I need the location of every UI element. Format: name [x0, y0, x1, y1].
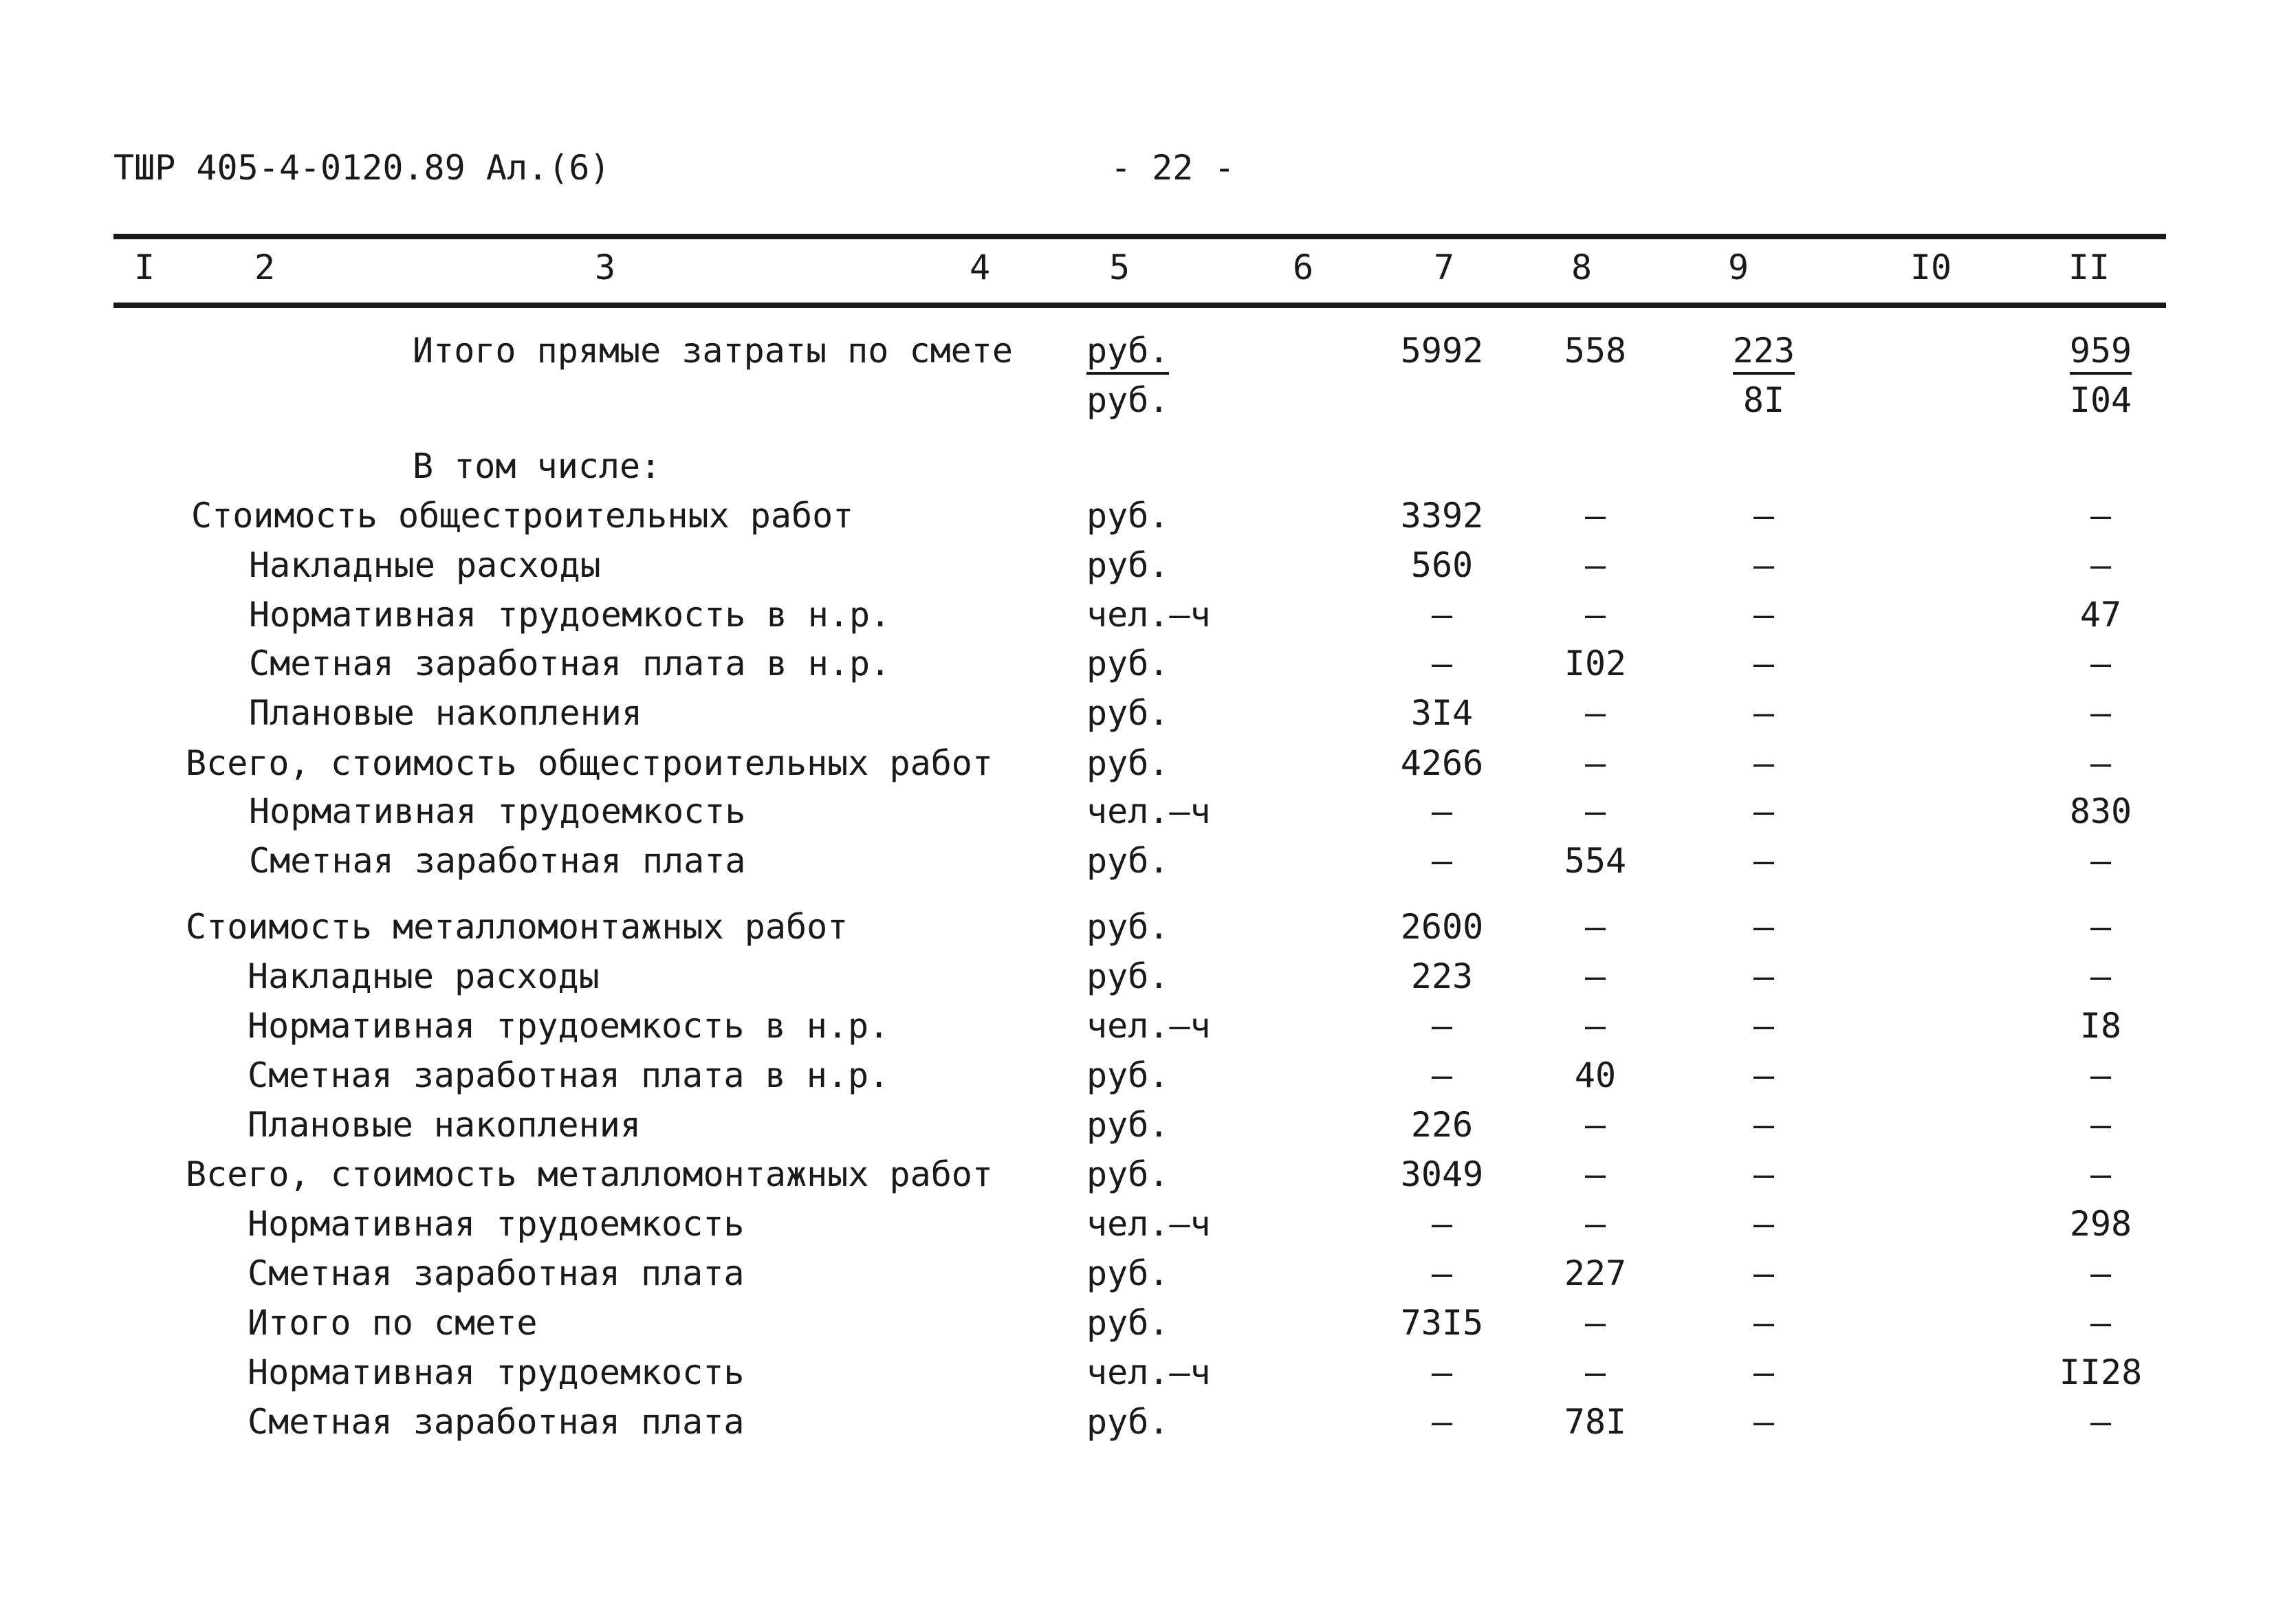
row-label: Сметная заработная плата [248, 1402, 745, 1442]
row-col7: – [1431, 644, 1453, 683]
row-col8: 40 [1574, 1055, 1617, 1095]
row-col7: 4266 [1400, 743, 1484, 783]
row-unit: руб. [1086, 644, 1170, 683]
row-col11: II28 [2059, 1352, 2143, 1392]
column-number: 3 [594, 248, 616, 287]
row-col8: – [1584, 791, 1606, 831]
row-label: Сметная заработная плата в н.р. [249, 644, 891, 683]
row-unit: чел.–ч [1086, 1204, 1211, 1244]
row-col9: – [1753, 907, 1775, 947]
row-unit: руб. [1086, 496, 1170, 536]
table-top-rule [113, 234, 2166, 239]
row-unit: руб. [1086, 1303, 1170, 1343]
row-col8: – [1584, 1204, 1606, 1244]
row-col9: – [1753, 1352, 1775, 1392]
row-label: Плановые накопления [249, 693, 642, 733]
row-col9: – [1753, 956, 1775, 996]
row-label: Стоимость общестроительных работ [191, 496, 854, 536]
row-col11: – [2090, 907, 2112, 947]
row-label: Нормативная трудоемкость [248, 1352, 745, 1392]
row-unit: руб. [1086, 1402, 1170, 1442]
row-label: Сметная заработная плата в н.р. [248, 1055, 890, 1095]
column-number: 6 [1292, 248, 1314, 287]
row-col8: – [1584, 907, 1606, 947]
row-col11: – [2090, 1055, 2112, 1095]
row-label: Всего, стоимость металломонтажных работ [186, 1154, 993, 1194]
row-unit: руб. [1086, 956, 1170, 996]
table-header-rule [113, 303, 2166, 308]
row-col9: – [1753, 1402, 1775, 1442]
row-col7: – [1431, 1253, 1453, 1293]
row-col7: 560 [1410, 545, 1474, 585]
row-col9: – [1753, 1154, 1775, 1194]
row-col8: – [1584, 595, 1606, 635]
row-col11: 47 [2079, 595, 2122, 635]
column-number: 8 [1571, 248, 1593, 287]
row-label: Сметная заработная плата [248, 1253, 745, 1293]
row-col8: – [1584, 693, 1606, 733]
row-col11: – [2090, 1105, 2112, 1145]
row-label: Плановые накопления [248, 1105, 641, 1145]
row-col11: – [2090, 496, 2112, 536]
row-col7: 73I5 [1400, 1303, 1484, 1343]
summary-unit-top: руб. [1086, 331, 1169, 375]
row-label: Сметная заработная плата [249, 841, 746, 881]
row-col8: – [1584, 1352, 1606, 1392]
row-label: Нормативная трудоемкость в н.р. [249, 595, 891, 635]
summary-col8: 558 [1564, 331, 1627, 371]
row-col8: – [1584, 956, 1606, 996]
row-col9: – [1753, 496, 1775, 536]
row-unit: руб. [1086, 743, 1170, 783]
row-col7: – [1431, 595, 1453, 635]
row-unit: руб. [1086, 1055, 1170, 1095]
row-col7: 2600 [1400, 907, 1484, 947]
subheading: В том числе: [413, 446, 662, 486]
row-unit: руб. [1086, 693, 1170, 733]
row-label: Накладные расходы [249, 545, 601, 585]
row-col7: – [1431, 791, 1453, 831]
row-col9: – [1753, 595, 1775, 635]
summary-col7: 5992 [1400, 331, 1484, 371]
row-col8: – [1584, 1105, 1606, 1145]
row-label: Всего, стоимость общестроительных работ [186, 743, 993, 783]
column-number: 4 [969, 248, 991, 287]
row-col8: – [1584, 496, 1606, 536]
row-col7: – [1431, 1402, 1453, 1442]
column-number: II [2068, 248, 2110, 287]
row-col8: 554 [1564, 841, 1627, 881]
row-label: Накладные расходы [248, 956, 600, 996]
row-unit: чел.–ч [1086, 1006, 1211, 1046]
row-col11: – [2090, 1303, 2112, 1343]
row-col7: – [1431, 1006, 1453, 1046]
document-code: ТШР 405-4-0120.89 Ал.(6) [113, 148, 611, 188]
row-col9: – [1753, 791, 1775, 831]
row-col11: – [2090, 956, 2112, 996]
row-unit: руб. [1086, 1253, 1170, 1293]
row-label: Нормативная трудоемкость [249, 791, 746, 831]
summary-label: Итого прямые затраты по смете [413, 331, 1013, 371]
row-col9: – [1753, 1006, 1775, 1046]
row-col9: – [1753, 841, 1775, 881]
row-col8: 78I [1564, 1402, 1627, 1442]
row-unit: руб. [1086, 907, 1170, 947]
row-unit: руб. [1086, 841, 1170, 881]
summary-col9-bottom: 8I [1742, 380, 1785, 420]
row-unit: чел.–ч [1086, 791, 1211, 831]
row-col11: 298 [2069, 1204, 2132, 1244]
row-unit: руб. [1086, 1105, 1170, 1145]
row-col7: – [1431, 1055, 1453, 1095]
row-col8: – [1584, 743, 1606, 783]
row-col11: – [2090, 644, 2112, 683]
row-col9: – [1753, 743, 1775, 783]
row-col8: – [1584, 545, 1606, 585]
row-col9: – [1753, 1253, 1775, 1293]
column-number: 9 [1727, 248, 1749, 287]
row-col9: – [1753, 1204, 1775, 1244]
row-unit: чел.–ч [1086, 595, 1211, 635]
row-label: Нормативная трудоемкость в н.р. [248, 1006, 890, 1046]
row-col7: 223 [1410, 956, 1474, 996]
row-col9: – [1753, 644, 1775, 683]
row-col7: 3I4 [1410, 693, 1474, 733]
row-col9: – [1753, 1055, 1775, 1095]
row-col7: – [1431, 1352, 1453, 1392]
row-col8: 227 [1564, 1253, 1627, 1293]
row-unit: чел.–ч [1086, 1352, 1211, 1392]
row-label: Нормативная трудоемкость [248, 1204, 745, 1244]
row-col11: – [2090, 743, 2112, 783]
row-col8: – [1584, 1303, 1606, 1343]
summary-col11-bottom: I04 [2069, 380, 2132, 420]
row-col7: – [1431, 1204, 1453, 1244]
row-col11: – [2090, 841, 2112, 881]
row-col11: – [2090, 1154, 2112, 1194]
summary-col11-top: 959 [2070, 331, 2132, 375]
row-unit: руб. [1086, 1154, 1170, 1194]
row-col7: 3392 [1400, 496, 1484, 536]
row-label: Стоимость металломонтажных работ [186, 907, 849, 947]
row-col9: – [1753, 1303, 1775, 1343]
row-label: Итого по смете [248, 1303, 538, 1343]
row-col11: – [2090, 693, 2112, 733]
column-number: 7 [1433, 248, 1455, 287]
row-col7: 226 [1410, 1105, 1474, 1145]
row-col11: – [2090, 545, 2112, 585]
summary-unit-bottom: руб. [1086, 380, 1170, 420]
row-col8: – [1584, 1006, 1606, 1046]
row-col11: – [2090, 1253, 2112, 1293]
row-col7: 3049 [1400, 1154, 1484, 1194]
column-number: 5 [1108, 248, 1130, 287]
row-col9: – [1753, 1105, 1775, 1145]
column-number: I [133, 248, 155, 287]
row-col7: – [1431, 841, 1453, 881]
summary-col9-top: 223 [1733, 331, 1795, 375]
row-col8: I02 [1564, 644, 1627, 683]
row-col8: – [1584, 1154, 1606, 1194]
row-col11: I8 [2079, 1006, 2122, 1046]
row-col11: 830 [2069, 791, 2132, 831]
page-number: - 22 - [1111, 148, 1235, 188]
column-number: 2 [254, 248, 276, 287]
row-col11: – [2090, 1402, 2112, 1442]
row-col9: – [1753, 545, 1775, 585]
column-number: I0 [1910, 248, 1952, 287]
row-unit: руб. [1086, 545, 1170, 585]
row-col9: – [1753, 693, 1775, 733]
